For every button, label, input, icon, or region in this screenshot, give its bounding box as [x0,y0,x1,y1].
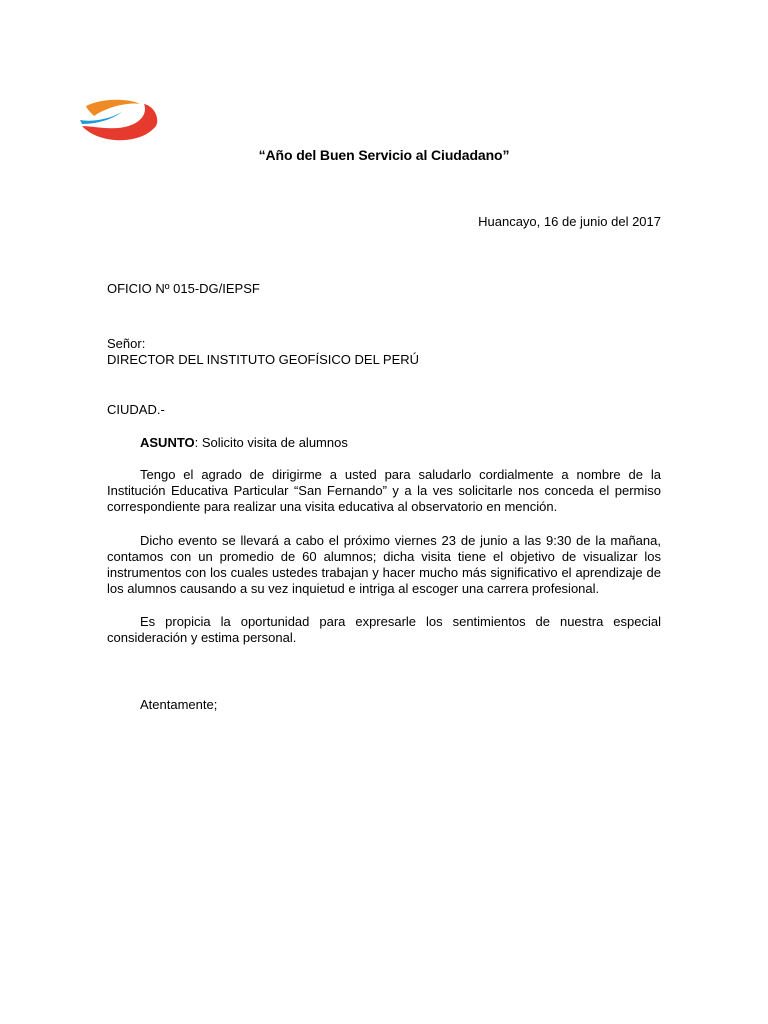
subject-text: : Solicito visita de alumnos [194,435,348,450]
body-paragraph: Dicho evento se llevará a cabo el próximo viernes 23 de junio a las 9:30 de la mañana, contamos con un promedio de 60 alumnos; dicha visita tiene el objetivo de visualizar los instrumentos con los cuales ustedes trabajan y hacer mucho más significativo el aprendizaje de los alumnos causando a su vez inquietud e intriga al escoger una carrera profesional. [107,533,661,596]
body-paragraph: Tengo el agrado de dirigirme a usted para saludarlo cordialmente a nombre de la Institución Educativa Particular “San Fernando” y a la ves solicitarle nos conceda el permiso correspondiente para realizar una visita educativa al observatorio en mención. [107,467,661,514]
closing: Atentamente; [140,697,218,712]
subject-label: ASUNTO [140,435,195,450]
city-line: CIUDAD.- [107,402,165,417]
date-line: Huancayo, 16 de junio del 2017 [478,214,661,229]
salutation: Señor: [107,336,146,351]
document-reference: OFICIO Nº 015-DG/IEPSF [107,281,260,296]
year-motto: “Año del Buen Servicio al Ciudadano” [258,147,510,163]
institution-logo [78,96,162,148]
subject-line [140,435,348,450]
addressee-block [107,336,419,368]
recipient: DIRECTOR DEL INSTITUTO GEOFÍSICO DEL PERÚ [107,352,420,367]
body-paragraph: Es propicia la oportunidad para expresarle los sentimientos de nuestra especial consideración y estima personal. [107,614,661,645]
